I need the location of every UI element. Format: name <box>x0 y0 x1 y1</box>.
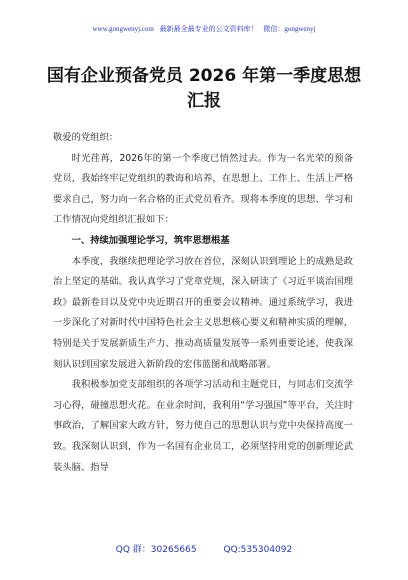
header-site-link[interactable]: www.gongwenyj.com <box>92 25 154 33</box>
header-wechat: 微信：gongwenyj <box>263 25 316 33</box>
footer-qq-group: QQ 群：30265665 <box>115 545 197 555</box>
intro-paragraph: 时光荏苒，2026年的第一个季度已悄然过去。作为一名光荣的预备党员，我始终牢记党组织的教诲和培养，在思想上、工作上、生活上严格要求自己，努力向一名合格的正式党员看齐。现将本季度的思想、学习和工作情况向党组织汇报如下： <box>53 152 353 226</box>
section-heading: 一、持续加强理论学习，筑牢思想根基 <box>71 234 230 246</box>
body-paragraph: 本季度，我继续把理论学习放在首位，深刻认识到理论上的成熟是政治上坚定的基础。我认真学习了党章党规，深入研读了《习近平谈治国理政》最新卷目以及党中央近期召开的重要会议精神。通过系统学习，我进一步深化了对新时代中国特色社会主义思想核心要义和精神实质的理解，特别是关于发展新质生产力、推动高质量发展等一系列重要论述，使我深刻认识到国家发展进入新阶段的宏伟蓝图和战略部署。 <box>53 255 353 370</box>
header-slogan: 最新最全最专业的公文资料库！ <box>159 25 258 33</box>
footer-qq: QQ:535304092 <box>223 545 293 555</box>
document-title: 国有企业预备党员 2026 年第一季度思想汇报 <box>46 66 362 111</box>
header-banner <box>0 24 408 34</box>
greeting: 敬爱的党组织： <box>53 132 119 143</box>
body-paragraph: 我积极参加党支部组织的各项学习活动和主题党日，与同志们交流学习心得，碰撞思想火花。在业余时间，我利用“学习强国”等平台，关注时事政治，了解国家大政方针，努力使自己的思想认识与党中央保持高度一致。我深刻认识到，作为一名国有企业员工，必须坚持用党的创新理论武装头脑、指导 <box>53 379 353 473</box>
document-body <box>53 128 353 478</box>
footer-banner <box>0 542 408 555</box>
